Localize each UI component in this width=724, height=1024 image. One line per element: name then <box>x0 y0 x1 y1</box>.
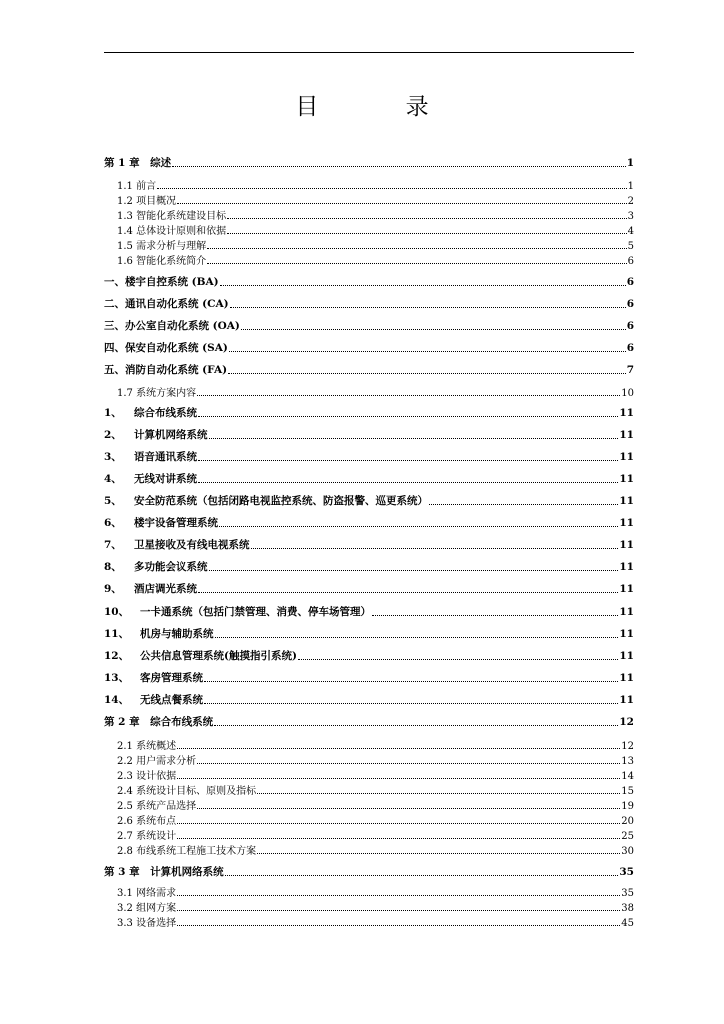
toc-leader-dots <box>198 416 618 417</box>
toc-entry-page: 38 <box>621 903 634 914</box>
toc-entry-minor[interactable] <box>117 192 634 207</box>
toc-leader-dots <box>229 351 626 352</box>
toc-entry-text: 2.5 系统产品选择 <box>117 801 197 812</box>
toc-entry-text: 机房与辅助系统 <box>140 628 214 640</box>
toc-leader-dots <box>207 263 627 264</box>
toc-leader-dots <box>227 233 627 234</box>
toc-entry-title <box>104 427 208 442</box>
toc-entry-number: 11、 <box>104 628 130 640</box>
toc-entry-major[interactable] <box>104 581 634 596</box>
toc-entry-minor[interactable] <box>117 827 634 842</box>
toc-leader-dots <box>214 725 618 726</box>
toc-entry-title <box>104 471 197 486</box>
toc-entry-page: 19 <box>621 801 634 812</box>
toc-entry-minor[interactable] <box>117 842 634 857</box>
toc-entry-number: 8、 <box>104 561 122 573</box>
toc-entry-page: 6 <box>626 276 634 288</box>
toc-entry-title <box>117 767 176 782</box>
toc-entry-page: 14 <box>621 771 634 782</box>
toc-leader-dots <box>157 188 627 189</box>
toc-entry-major[interactable] <box>104 318 634 333</box>
toc-entry-page: 12 <box>621 741 634 752</box>
toc-entry-text: 无线对讲系统 <box>134 473 197 485</box>
toc-entry-page: 2 <box>627 196 634 207</box>
toc-entry-text: 2.3 设计依据 <box>117 771 177 782</box>
toc-entry-text: 公共信息管理系统(触摸指引系统) <box>140 650 297 662</box>
toc-entry-number: 2、 <box>104 429 122 441</box>
toc-entry-text: 多功能会议系统 <box>134 561 208 573</box>
toc-leader-dots <box>209 438 619 439</box>
toc-leader-dots <box>372 615 618 616</box>
toc-entry-major[interactable] <box>104 274 634 289</box>
toc-entry-text: 第 1 章 综述 <box>104 157 172 169</box>
toc-leader-dots <box>257 853 620 854</box>
toc-entry-title <box>104 604 371 619</box>
toc-leader-dots <box>207 248 627 249</box>
toc-entry-text: 三、办公室自动化系统 (OA) <box>104 320 240 332</box>
toc-entry-major[interactable] <box>104 296 634 311</box>
toc-entry-major[interactable] <box>104 515 634 530</box>
toc-entry-text: 一、楼宇自控系统 (BA) <box>104 276 219 288</box>
toc-entry-page: 11 <box>619 561 634 573</box>
toc-entry-text: 第 3 章 计算机网络系统 <box>104 866 224 878</box>
toc-entry-number: 9、 <box>104 583 122 595</box>
toc-leader-dots <box>429 504 618 505</box>
toc-entry-major[interactable] <box>104 537 634 552</box>
toc-entry-title <box>117 237 206 252</box>
toc-entry-text: 3.2 组网方案 <box>117 903 177 914</box>
toc-entry-text: 2.2 用户需求分析 <box>117 756 197 767</box>
toc-entry-text: 二、通讯自动化系统 (CA) <box>104 298 229 310</box>
toc-entry-text: 第 2 章 综合布线系统 <box>104 716 214 728</box>
toc-entry-page: 6 <box>626 342 634 354</box>
toc-entry-minor[interactable] <box>117 914 634 929</box>
toc-entry-page: 11 <box>619 650 634 662</box>
toc-entry-page: 5 <box>627 241 634 252</box>
toc-entry-number: 7、 <box>104 539 122 551</box>
toc-entry-minor[interactable] <box>117 767 634 782</box>
toc-entry-text: 1.4 总体设计原则和依据 <box>117 226 227 237</box>
toc-entry-minor[interactable] <box>117 237 634 252</box>
toc-entry-major[interactable] <box>104 648 634 663</box>
toc-entry-text: 3.3 设备选择 <box>117 918 177 929</box>
toc-entry-title <box>104 405 197 420</box>
toc-leader-dots <box>257 793 620 794</box>
toc-entry-page: 11 <box>619 495 634 507</box>
toc-entry-title <box>104 296 229 311</box>
toc-entry-page: 6 <box>626 320 634 332</box>
toc-entry-title <box>117 899 176 914</box>
toc-entry-page: 3 <box>627 211 634 222</box>
toc-leader-dots <box>198 460 618 461</box>
toc-leader-dots <box>225 875 619 876</box>
toc-entry-page: 35 <box>619 866 634 878</box>
toc-entry-title <box>117 752 196 767</box>
toc-entry-title <box>104 274 219 289</box>
toc-entry-title <box>117 827 176 842</box>
toc-entry-title <box>117 812 176 827</box>
toc-entry-major[interactable] <box>104 626 634 641</box>
toc-entry-text: 2.8 布线系统工程施工技术方案 <box>117 846 257 857</box>
toc-entry-major[interactable] <box>104 449 634 464</box>
toc-entry-number: 1、 <box>104 407 122 419</box>
toc-entry-number: 13、 <box>104 672 130 684</box>
toc-entry-page: 11 <box>619 407 634 419</box>
toc-entry-major[interactable] <box>104 340 634 355</box>
toc-leader-dots <box>198 482 618 483</box>
toc-entry-title <box>104 648 297 663</box>
toc-entry-major[interactable] <box>104 692 634 707</box>
toc-entry-title <box>104 626 214 641</box>
toc-entry-major[interactable] <box>104 714 634 729</box>
toc-entry-major[interactable] <box>104 427 634 442</box>
toc-entry-title <box>104 340 228 355</box>
toc-entry-page: 35 <box>621 888 634 899</box>
toc-entry-text: 2.4 系统设计目标、原则及指标 <box>117 786 257 797</box>
toc-entry-text: 五、消防自动化系统 (FA) <box>104 364 228 376</box>
toc-leader-dots <box>177 778 620 779</box>
toc-entry-number: 3、 <box>104 451 122 463</box>
toc-entry-text: 1.2 项目概况 <box>117 196 177 207</box>
toc-entry-title <box>104 515 218 530</box>
toc-leader-dots <box>230 307 626 308</box>
toc-entry-page: 11 <box>619 473 634 485</box>
toc-entry-minor[interactable] <box>117 252 634 267</box>
toc-entry-minor[interactable] <box>117 752 634 767</box>
toc-leader-dots <box>197 395 620 396</box>
toc-leader-dots <box>177 203 627 204</box>
toc-entry-page: 11 <box>619 429 634 441</box>
toc-entry-page: 45 <box>621 918 634 929</box>
toc-entry-title <box>104 670 203 685</box>
toc-entry-page: 1 <box>626 157 634 169</box>
toc-entry-text: 无线点餐系统 <box>140 694 203 706</box>
toc-entry-number: 14、 <box>104 694 130 706</box>
toc-entry-title <box>104 155 171 170</box>
toc-entry-text: 1.3 智能化系统建设目标 <box>117 211 227 222</box>
toc-entry-minor[interactable] <box>117 222 634 237</box>
toc-entry-title <box>104 449 197 464</box>
toc-leader-dots <box>198 592 618 593</box>
toc-entry-major[interactable] <box>104 493 634 508</box>
toc-entry-page: 6 <box>627 256 634 267</box>
toc-entry-major[interactable] <box>104 155 634 170</box>
toc-entry-page: 11 <box>619 628 634 640</box>
toc-leader-dots <box>177 838 620 839</box>
toc-entry-title <box>104 692 203 707</box>
toc-leader-dots <box>177 895 620 896</box>
toc-entry-title <box>117 192 176 207</box>
toc-leader-dots <box>177 925 620 926</box>
toc-entry-text: 酒店调光系统 <box>134 583 197 595</box>
toc-entry-text: 楼宇设备管理系统 <box>134 517 218 529</box>
toc-entry-title <box>117 222 226 237</box>
toc-entry-page: 30 <box>621 846 634 857</box>
toc-leader-dots <box>177 910 620 911</box>
toc-entry-number: 5、 <box>104 495 122 507</box>
toc-entry-title <box>117 177 156 192</box>
page-title: 目 录 <box>295 94 469 120</box>
toc-entry-number: 10、 <box>104 606 130 618</box>
toc-entry-major[interactable] <box>104 604 634 619</box>
toc-entry-minor[interactable] <box>117 812 634 827</box>
toc-leader-dots <box>227 218 627 219</box>
toc-leader-dots <box>209 570 619 571</box>
toc-leader-dots <box>219 526 618 527</box>
toc-entry-text: 计算机网络系统 <box>134 429 208 441</box>
toc-entry-minor[interactable] <box>117 384 634 399</box>
toc-entry-title <box>117 384 196 399</box>
toc-entry-page: 11 <box>619 672 634 684</box>
toc-leader-dots <box>220 285 626 286</box>
toc-entry-page: 15 <box>621 786 634 797</box>
toc-entry-title <box>104 537 250 552</box>
toc-entry-title <box>104 362 227 377</box>
toc-entry-text: 四、保安自动化系统 (SA) <box>104 342 228 354</box>
toc-entry-minor[interactable] <box>117 899 634 914</box>
toc-entry-page: 25 <box>621 831 634 842</box>
toc-entry-title <box>104 318 240 333</box>
toc-entry-title <box>104 559 208 574</box>
toc-leader-dots <box>215 637 619 638</box>
toc-entry-title <box>104 714 213 729</box>
toc-entry-page: 12 <box>619 716 634 728</box>
toc-entry-title <box>117 884 176 899</box>
toc-leader-dots <box>251 548 619 549</box>
toc-entry-title <box>117 842 256 857</box>
toc-leader-dots <box>172 166 626 167</box>
toc-leader-dots <box>197 808 620 809</box>
toc-entry-title <box>117 797 196 812</box>
header-rule <box>104 52 634 53</box>
toc-entry-text: 1.7 系统方案内容 <box>117 388 197 399</box>
toc-entry-page: 11 <box>619 694 634 706</box>
toc-entry-major[interactable] <box>104 670 634 685</box>
toc-entry-page: 11 <box>619 606 634 618</box>
toc-entry-title <box>117 914 176 929</box>
toc-entry-page: 11 <box>619 583 634 595</box>
toc-entry-page: 7 <box>626 364 634 376</box>
toc-entry-page: 20 <box>621 816 634 827</box>
toc-entry-text: 2.1 系统概述 <box>117 741 177 752</box>
toc-leader-dots <box>177 748 620 749</box>
toc-entry-major[interactable] <box>104 471 634 486</box>
toc-entry-minor[interactable] <box>117 797 634 812</box>
toc-entry-minor[interactable] <box>117 207 634 222</box>
toc-entry-title <box>104 581 197 596</box>
toc-entry-text: 安全防范系统（包括闭路电视监控系统、防盗报警、巡更系统） <box>134 495 428 507</box>
toc-entry-major[interactable] <box>104 559 634 574</box>
toc-entry-page: 6 <box>626 298 634 310</box>
toc-entry-page: 11 <box>619 451 634 463</box>
toc-entry-number: 12、 <box>104 650 130 662</box>
toc-leader-dots <box>177 823 620 824</box>
toc-entry-page: 11 <box>619 517 634 529</box>
toc-entry-text: 一卡通系统（包括门禁管理、消费、停车场管理） <box>140 606 371 618</box>
toc-leader-dots <box>204 703 618 704</box>
toc-entry-title <box>104 864 224 879</box>
toc-entry-text: 3.1 网络需求 <box>117 888 177 899</box>
toc-leader-dots <box>228 373 626 374</box>
toc-leader-dots <box>204 681 618 682</box>
toc-entry-text: 2.7 系统设计 <box>117 831 177 842</box>
toc-entry-text: 1.5 需求分析与理解 <box>117 241 207 252</box>
toc-entry-page: 10 <box>621 388 634 399</box>
toc-entry-text: 语音通讯系统 <box>134 451 197 463</box>
toc-leader-dots <box>241 329 626 330</box>
toc-entry-minor[interactable] <box>117 782 634 797</box>
toc-entry-page: 1 <box>627 181 634 192</box>
toc-entry-title <box>117 737 176 752</box>
toc-entry-text: 2.6 系统布点 <box>117 816 177 827</box>
toc-leader-dots <box>197 763 620 764</box>
toc-entry-text: 综合布线系统 <box>134 407 197 419</box>
toc-entry-page: 11 <box>619 539 634 551</box>
toc-entry-text: 1.6 智能化系统简介 <box>117 256 207 267</box>
toc-entry-number: 4、 <box>104 473 122 485</box>
toc-leader-dots <box>298 659 618 660</box>
toc-entry-minor[interactable] <box>117 177 634 192</box>
toc-entry-title <box>104 493 428 508</box>
toc-entry-text: 1.1 前言 <box>117 181 157 192</box>
toc-entry-major[interactable] <box>104 362 634 377</box>
toc-entry-title <box>117 252 206 267</box>
toc-entry-title <box>117 782 256 797</box>
toc-entry-page: 4 <box>627 226 634 237</box>
toc-entry-minor[interactable] <box>117 884 634 899</box>
toc-entry-major[interactable] <box>104 864 634 879</box>
toc-entry-number: 6、 <box>104 517 122 529</box>
toc-entry-minor[interactable] <box>117 737 634 752</box>
toc-entry-text: 卫星接收及有线电视系统 <box>134 539 250 551</box>
toc-entry-text: 客房管理系统 <box>140 672 203 684</box>
toc-entry-major[interactable] <box>104 405 634 420</box>
toc-entry-page: 13 <box>621 756 634 767</box>
toc-entry-title <box>117 207 226 222</box>
